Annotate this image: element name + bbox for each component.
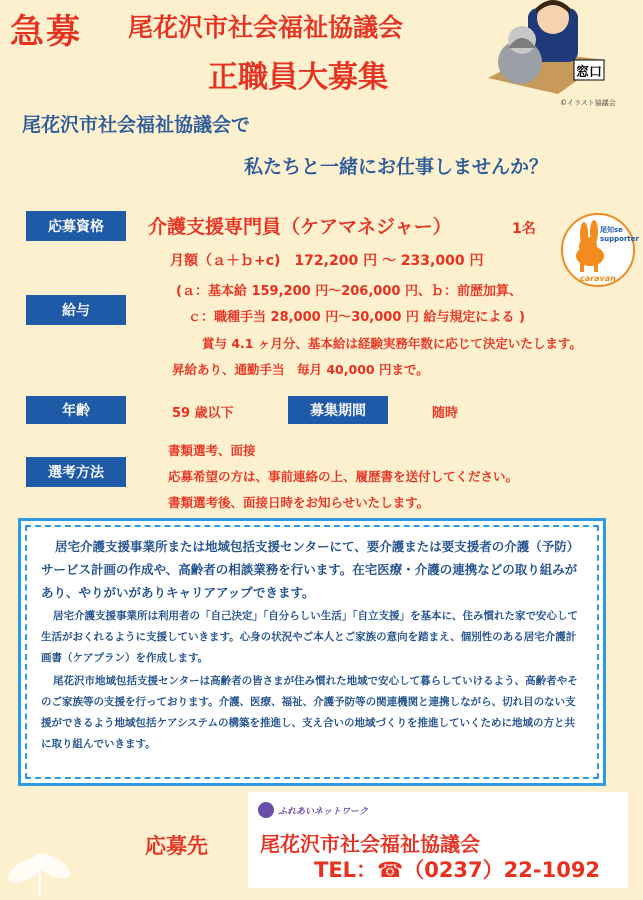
madoguchi-sign: 窓口 <box>576 65 603 80</box>
salary-detail-1: (ａ：基本給 159,200 円～206,000 円、ｂ：前歴加算、 <box>176 284 522 299</box>
mascot-text-bottom: caravan <box>580 274 616 283</box>
urgent-title: 急募 <box>10 12 82 52</box>
mascot-text-top: 尾知se supporter <box>600 226 639 243</box>
selection-line-2: 応募希望の方は、事前連絡の上、履歴書を送付してください。 <box>168 469 519 484</box>
job-title: 介護支援専門員（ケアマネジャー） <box>148 216 452 238</box>
mascot-logo <box>560 212 639 288</box>
age-label: 年齢 <box>26 396 126 424</box>
network-logo-icon <box>258 802 274 818</box>
selection-line-3: 書類選考後、面接日時をお知らせいたします。 <box>168 495 430 510</box>
salary-monthly: 月額（ａ＋ｂ+c) 172,200 円 ～ 233,000 円 <box>170 253 484 269</box>
selection-label: 選考方法 <box>26 457 126 487</box>
intro-line-1: 尾花沢市社会福祉協議会で <box>22 114 251 136</box>
job-count: 1名 <box>512 221 536 237</box>
org-title: 尾花沢市社会福祉協議会 <box>128 13 404 42</box>
page-title: 正職員大募集 <box>208 60 388 95</box>
period-label: 募集期間 <box>288 396 388 424</box>
salary-detail-2: ｃ：職種手当 28,000 円～30,000 円 給与規定による ) <box>188 310 525 325</box>
contact-label: 応募先 <box>145 834 208 858</box>
leaf-decoration <box>0 830 80 896</box>
age-value: 59 歳以下 <box>172 406 234 421</box>
salary-label: 給与 <box>26 295 126 325</box>
intro-line-2: 私たちと一緒にお仕事しませんか？ <box>244 156 549 178</box>
illust-credit: ©イラスト協議会 <box>560 99 616 107</box>
period-value: 随時 <box>432 406 459 421</box>
contact-box <box>248 792 628 888</box>
description-p3: 尾花沢市地域包括支援センターは高齢者の皆さまが住み慣れた地域で安心して暮らしていけるよう、高齢者やそのご家族等の支援を行っております。介護、医療、福祉、介護予防等の関連機関と連携しながら、切れ目のない支援ができるよう地域包括ケアシステムの構築を推進し、支え合いの地域づくりを推進していくために地域の方と共に取り組んでいきます。 <box>41 675 578 750</box>
salary-raise: 昇給あり、通勤手当 毎月 40,000 円まで。 <box>172 362 429 377</box>
description-box <box>18 518 606 786</box>
network-name: ふれあいネットワーク <box>278 807 369 817</box>
contact-org: 尾花沢市社会福祉協議会 <box>260 832 480 856</box>
description-p1: 居宅介護支援事業所または地域包括支援センターにて、要介護または要支援者の介護（予防） サービス計画の作成や、高齢者の相談業務を行います。在宅医療・介護の連携などの取り組みがあり、やりがいがありキャリアアップできます。 <box>41 539 586 600</box>
selection-line-1: 書類選考、面接 <box>168 443 256 458</box>
counter-illustration <box>478 0 608 98</box>
description-p2: 居宅介護支援事業所は利用者の「自己決定」「自分らしい生活」「自立支援」を基本に、住み慣れた家で安心して生活がおくれるように支援していきます。心身の状況やご本人とご家族の意向を踏まえ、個別性のある居宅介護計画書（ケアプラン）を作成します。 <box>41 610 578 664</box>
contact-tel[interactable]: TEL：☎（0237）22-1092 <box>314 858 601 882</box>
qualification-label: 応募資格 <box>26 211 126 241</box>
salary-bonus: 賞与 4.1 ヶ月分、基本給は経験実務年数に応じて決定いたします。 <box>202 336 582 351</box>
